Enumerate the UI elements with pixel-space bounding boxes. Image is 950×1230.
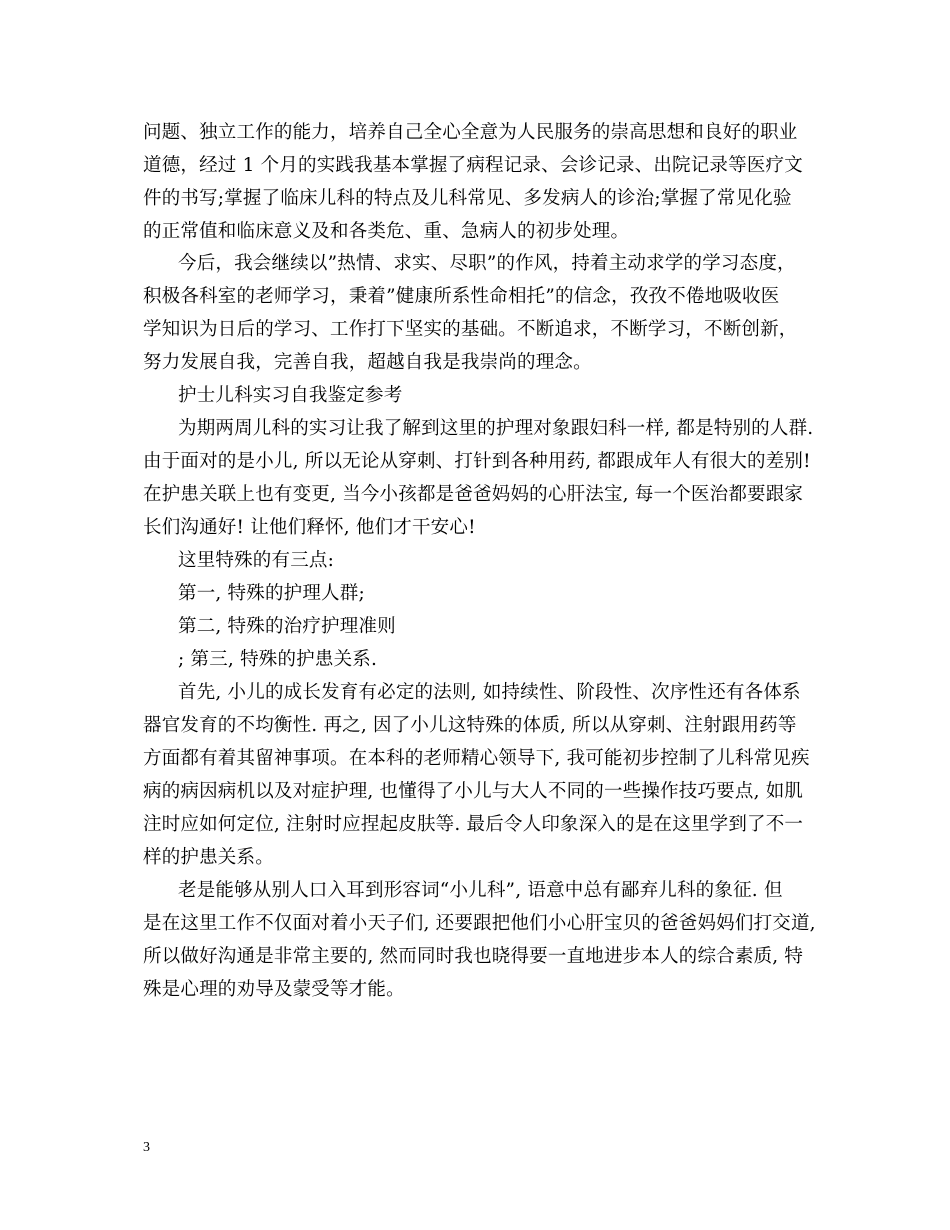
text-line: 器官发育的不均衡性. 再之, 因了小儿这特殊的体质, 所以从穿刺、注射跟用药等 — [143, 715, 797, 736]
text-line: 学知识为日后的学习、工作打下坚实的基础。不断追求，不断学习，不断创新， — [143, 319, 798, 340]
section-heading: 护士儿科实习自我鉴定参考 — [178, 385, 403, 406]
text-line: 方面都有着其留神事项。在本科的老师精心领导下, 我可能初步控制了儿科常见疾 — [143, 748, 810, 769]
page-number: 3 — [143, 1140, 150, 1155]
text-line: 积极各科室的老师学习，秉着”健康所系性命相托”的信念，孜孜不倦地吸收医 — [143, 286, 780, 307]
paragraph-start-line: 为期两周儿科的实习让我了解到这里的护理对象跟妇科一样, 都是特别的人群. — [178, 418, 814, 439]
list-intro-line: 这里特殊的有三点: — [178, 550, 335, 571]
paragraph-start-line: 老是能够从别人口入耳到形容词“小儿科”, 语意中总有鄙弃儿科的象征. 但 — [178, 880, 783, 901]
list-item-line: 第一, 特殊的护理人群; — [178, 583, 365, 604]
text-line: 努力发展自我，完善自我，超越自我是我崇尚的理念。 — [143, 352, 592, 373]
text-line: 所以做好沟通是非常主要的, 然而同时我也晓得要一直地进步本人的综合素质, 特 — [143, 946, 804, 967]
text-line: 在护患关联上也有变更, 当今小孩都是爸爸妈妈的心肝法宝, 每一个医治都要跟家 — [143, 484, 804, 505]
text-line: 长们沟通好! 让他们释怀, 他们才干安心! — [143, 517, 476, 538]
text-line: 注时应如何定位, 注射时应捏起皮肤等. 最后令人印象深入的是在这里学到了不一 — [143, 814, 804, 835]
text-line: 件的书写;掌握了临床儿科的特点及儿科常见、多发病人的诊治;掌握了常见化验 — [143, 188, 792, 209]
text-line: 病的病因病机以及对症护理, 也懂得了小儿与大人不同的一些操作技巧要点, 如肌 — [143, 781, 804, 802]
paragraph-start-line: 今后，我会继续以”热情、求实、尽职”的作风，持着主动求学的学习态度， — [178, 253, 796, 274]
text-line: 道德，经过 1 个月的实践我基本掌握了病程记录、会诊记录、出院记录等医疗文 — [143, 155, 803, 176]
text-line: 问题、独立工作的能力，培养自己全心全意为人民服务的崇高思想和良好的职业 — [143, 122, 798, 143]
list-item-line: 第二, 特殊的治疗护理准则 — [178, 616, 396, 637]
list-item-line: ; 第三, 特殊的护患关系. — [178, 649, 378, 670]
text-line: 样的护患关系。 — [143, 847, 274, 868]
text-line: 的正常值和临床意义及和各类危、重、急病人的初步处理。 — [143, 221, 630, 242]
text-line: 是在这里工作不仅面对着小天子们, 还要跟把他们小心肝宝贝的爸爸妈妈们打交道, — [143, 913, 816, 934]
text-line: 殊是心理的劝导及蒙受等才能。 — [143, 979, 405, 1000]
paragraph-start-line: 首先, 小儿的成长发育有必定的法则, 如持续性、阶段性、次序性还有各体系 — [178, 682, 801, 703]
text-line: 由于面对的是小儿, 所以无论从穿刺、打针到各种用药, 都跟成年人有很大的差别! — [143, 451, 811, 472]
